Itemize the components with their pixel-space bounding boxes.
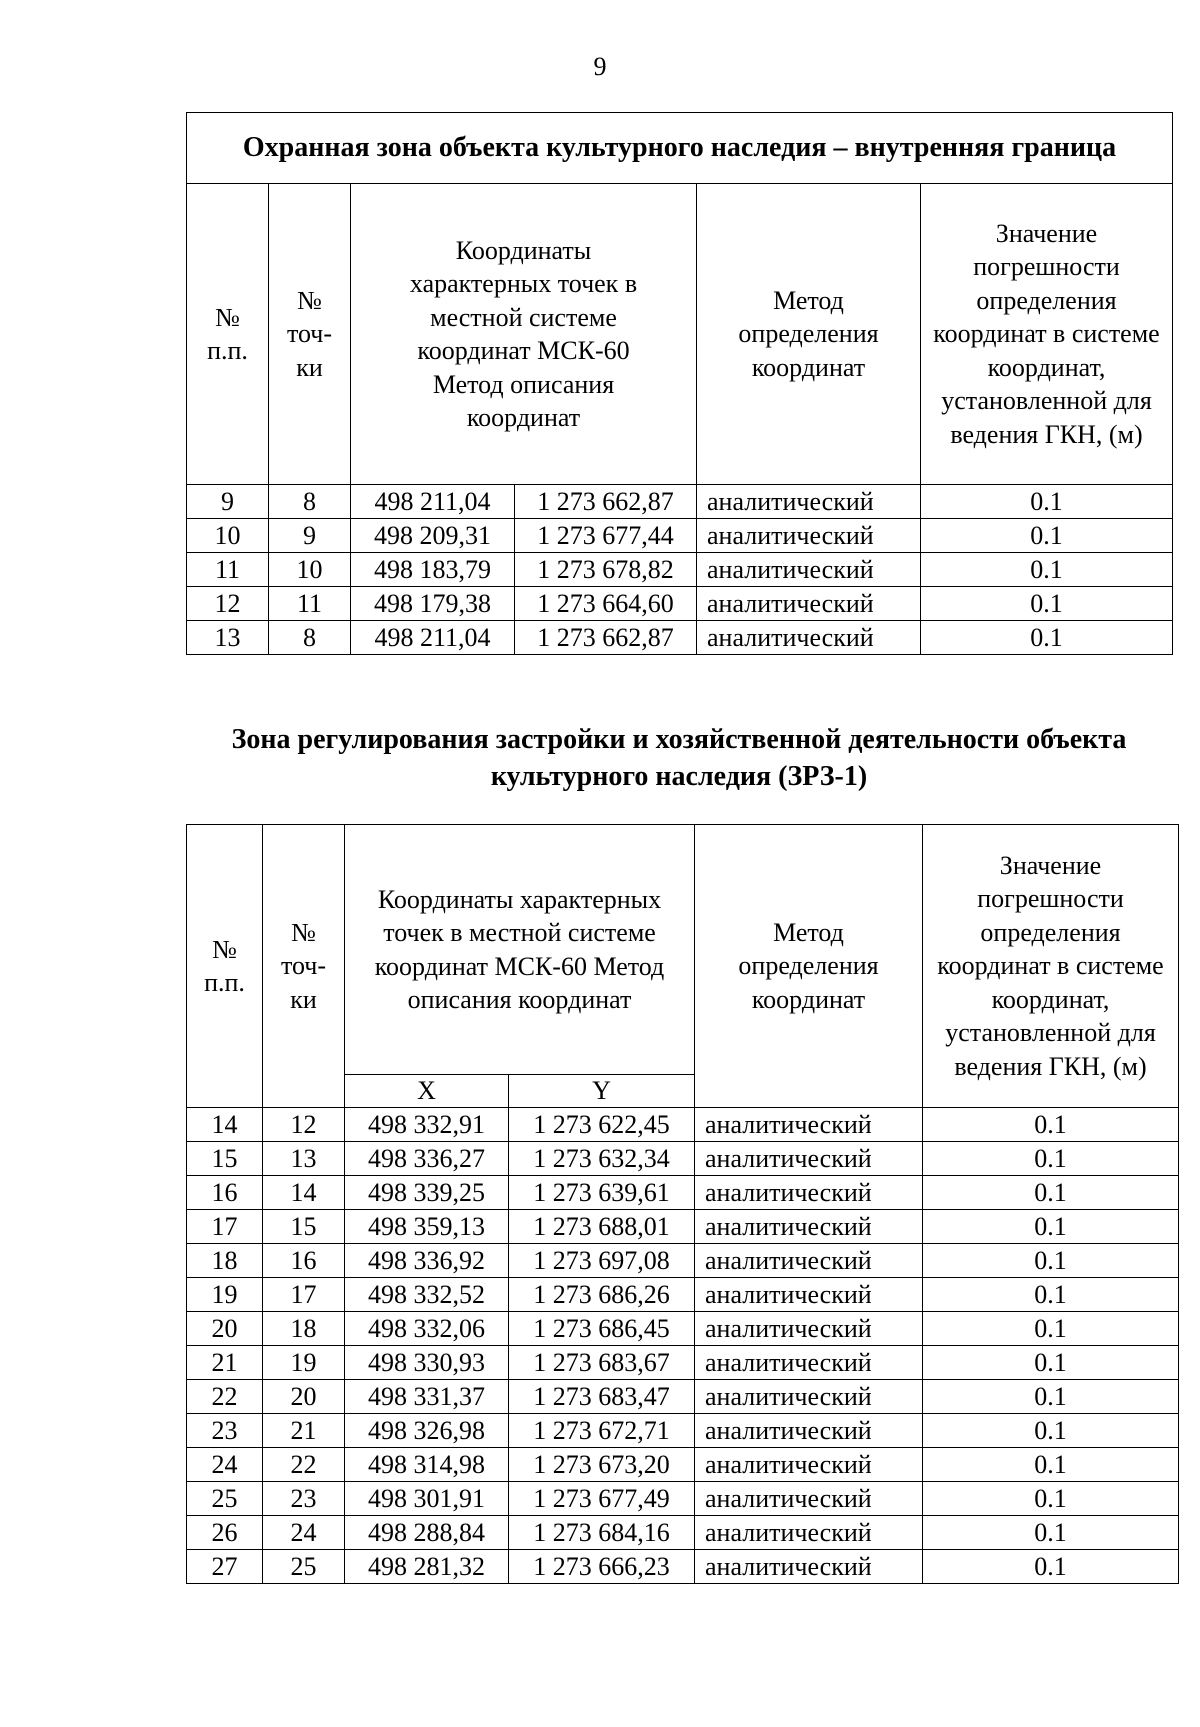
cell-error: 0.1 [923,1142,1179,1176]
cell-method: аналитический [695,1176,923,1210]
cell-point: 13 [263,1142,345,1176]
cell-y: 1 273 662,87 [515,485,697,519]
cell-point: 24 [263,1516,345,1550]
cell-point: 14 [263,1176,345,1210]
cell-point: 18 [263,1312,345,1346]
header-coords: Координаты характерных точек в местной системе координат МСК-60 Метод описания координат [345,825,695,1075]
cell-y: 1 273 632,34 [509,1142,695,1176]
table-row [187,1142,1179,1176]
section2-title [186,721,1172,795]
cell-method: аналитический [695,1516,923,1550]
cell-pp: 18 [187,1244,263,1278]
header-y: Y [509,1075,695,1108]
cell-point: 8 [269,485,351,519]
table-row [187,621,1173,655]
table-protection-zone-inner [186,112,1173,655]
header-x: X [345,1075,509,1108]
cell-x: 498 330,93 [345,1346,509,1380]
cell-x: 498 332,06 [345,1312,509,1346]
cell-point: 23 [263,1482,345,1516]
cell-pp: 23 [187,1414,263,1448]
cell-x: 498 332,91 [345,1108,509,1142]
cell-pp: 19 [187,1278,263,1312]
cell-pp: 12 [187,587,269,621]
table-row [187,1108,1179,1142]
header-error: Значение погрешности определения координат в системе координат, установленной для ведения ГКН, (м) [923,825,1179,1108]
cell-x: 498 301,91 [345,1482,509,1516]
cell-pp: 24 [187,1448,263,1482]
cell-method: аналитический [697,519,921,553]
table-row [187,1414,1179,1448]
cell-method: аналитический [695,1550,923,1584]
cell-y: 1 273 697,08 [509,1244,695,1278]
cell-x: 498 209,31 [351,519,515,553]
cell-y: 1 273 673,20 [509,1448,695,1482]
cell-x: 498 281,32 [345,1550,509,1584]
header-method: Метод определения координат [695,825,923,1108]
cell-error: 0.1 [923,1108,1179,1142]
cell-x: 498 359,13 [345,1210,509,1244]
table-row [187,1244,1179,1278]
cell-method: аналитический [697,553,921,587]
cell-method: аналитический [695,1312,923,1346]
cell-pp: 21 [187,1346,263,1380]
cell-x: 498 339,25 [345,1176,509,1210]
cell-x: 498 326,98 [345,1414,509,1448]
header-method: Метод определения координат [697,184,921,485]
table1-title: Охранная зона объекта культурного наследия – внутренняя граница [187,113,1173,184]
cell-method: аналитический [697,621,921,655]
cell-point: 16 [263,1244,345,1278]
cell-point: 22 [263,1448,345,1482]
cell-method: аналитический [695,1482,923,1516]
cell-y: 1 273 686,26 [509,1278,695,1312]
cell-method: аналитический [697,485,921,519]
cell-error: 0.1 [923,1482,1179,1516]
cell-pp: 26 [187,1516,263,1550]
cell-method: аналитический [697,587,921,621]
cell-error: 0.1 [923,1244,1179,1278]
cell-y: 1 273 683,67 [509,1346,695,1380]
cell-error: 0.1 [923,1550,1179,1584]
cell-pp: 14 [187,1108,263,1142]
cell-y: 1 273 683,47 [509,1380,695,1414]
cell-y: 1 273 684,16 [509,1516,695,1550]
cell-pp: 17 [187,1210,263,1244]
cell-point: 12 [263,1108,345,1142]
section2-title-line1: Зона регулирования застройки и хозяйственной деятельности объекта [231,724,1127,755]
table-row [187,485,1173,519]
table-row [187,587,1173,621]
cell-y: 1 273 662,87 [515,621,697,655]
cell-x: 498 314,98 [345,1448,509,1482]
cell-x: 498 211,04 [351,485,515,519]
cell-y: 1 273 672,71 [509,1414,695,1448]
cell-pp: 16 [187,1176,263,1210]
cell-method: аналитический [695,1278,923,1312]
cell-x: 498 331,37 [345,1380,509,1414]
cell-error: 0.1 [921,519,1173,553]
table-row [187,1176,1179,1210]
page-number: 9 [593,52,607,81]
cell-y: 1 273 677,44 [515,519,697,553]
cell-point: 11 [269,587,351,621]
table-row [187,1550,1179,1584]
cell-point: 20 [263,1380,345,1414]
cell-error: 0.1 [923,1516,1179,1550]
cell-point: 25 [263,1550,345,1584]
header-num-pp: № п.п. [187,825,263,1108]
cell-y: 1 273 677,49 [509,1482,695,1516]
table-row [187,1346,1179,1380]
cell-point: 21 [263,1414,345,1448]
table-zrz1 [186,824,1179,1584]
header-error: Значение погрешности определения координат в системе координат, установленной для ведения ГКН, (м) [921,184,1173,485]
header-coords: Координаты характерных точек в местной системе координат МСК-60 Метод описания координат [351,184,697,485]
header-num-pp: № п.п. [187,184,269,485]
cell-error: 0.1 [923,1278,1179,1312]
cell-error: 0.1 [923,1448,1179,1482]
cell-x: 498 288,84 [345,1516,509,1550]
cell-method: аналитический [695,1380,923,1414]
cell-pp: 25 [187,1482,263,1516]
cell-method: аналитический [695,1448,923,1482]
cell-method: аналитический [695,1142,923,1176]
cell-error: 0.1 [921,587,1173,621]
cell-x: 498 336,92 [345,1244,509,1278]
cell-point: 15 [263,1210,345,1244]
cell-y: 1 273 686,45 [509,1312,695,1346]
cell-error: 0.1 [923,1380,1179,1414]
table-row [187,1448,1179,1482]
table-row [187,1312,1179,1346]
cell-method: аналитический [695,1210,923,1244]
cell-error: 0.1 [923,1210,1179,1244]
table-row [187,1516,1179,1550]
cell-error: 0.1 [921,553,1173,587]
cell-pp: 20 [187,1312,263,1346]
cell-pp: 10 [187,519,269,553]
cell-error: 0.1 [923,1176,1179,1210]
cell-pp: 11 [187,553,269,587]
cell-y: 1 273 622,45 [509,1108,695,1142]
cell-x: 498 336,27 [345,1142,509,1176]
cell-error: 0.1 [921,485,1173,519]
cell-point: 10 [269,553,351,587]
cell-y: 1 273 664,60 [515,587,697,621]
table-row [187,519,1173,553]
cell-error: 0.1 [921,621,1173,655]
table-row [187,1278,1179,1312]
cell-x: 498 211,04 [351,621,515,655]
cell-method: аналитический [695,1346,923,1380]
cell-pp: 27 [187,1550,263,1584]
cell-error: 0.1 [923,1346,1179,1380]
table-row [187,1482,1179,1516]
cell-point: 9 [269,519,351,553]
table-row [187,553,1173,587]
cell-method: аналитический [695,1108,923,1142]
cell-pp: 15 [187,1142,263,1176]
cell-x: 498 183,79 [351,553,515,587]
cell-y: 1 273 666,23 [509,1550,695,1584]
cell-point: 17 [263,1278,345,1312]
cell-method: аналитический [695,1244,923,1278]
cell-error: 0.1 [923,1414,1179,1448]
header-num-point: № точ-ки [263,825,345,1108]
cell-pp: 9 [187,485,269,519]
cell-x: 498 332,52 [345,1278,509,1312]
header-num-point: № точ-ки [269,184,351,485]
cell-y: 1 273 678,82 [515,553,697,587]
cell-pp: 13 [187,621,269,655]
cell-point: 8 [269,621,351,655]
cell-error: 0.1 [923,1312,1179,1346]
cell-method: аналитический [695,1414,923,1448]
section2-title-line2: культурного наследия (ЗРЗ-1) [490,761,868,792]
cell-y: 1 273 639,61 [509,1176,695,1210]
cell-x: 498 179,38 [351,587,515,621]
cell-pp: 22 [187,1380,263,1414]
cell-y: 1 273 688,01 [509,1210,695,1244]
table-row [187,1210,1179,1244]
cell-point: 19 [263,1346,345,1380]
table-row [187,1380,1179,1414]
